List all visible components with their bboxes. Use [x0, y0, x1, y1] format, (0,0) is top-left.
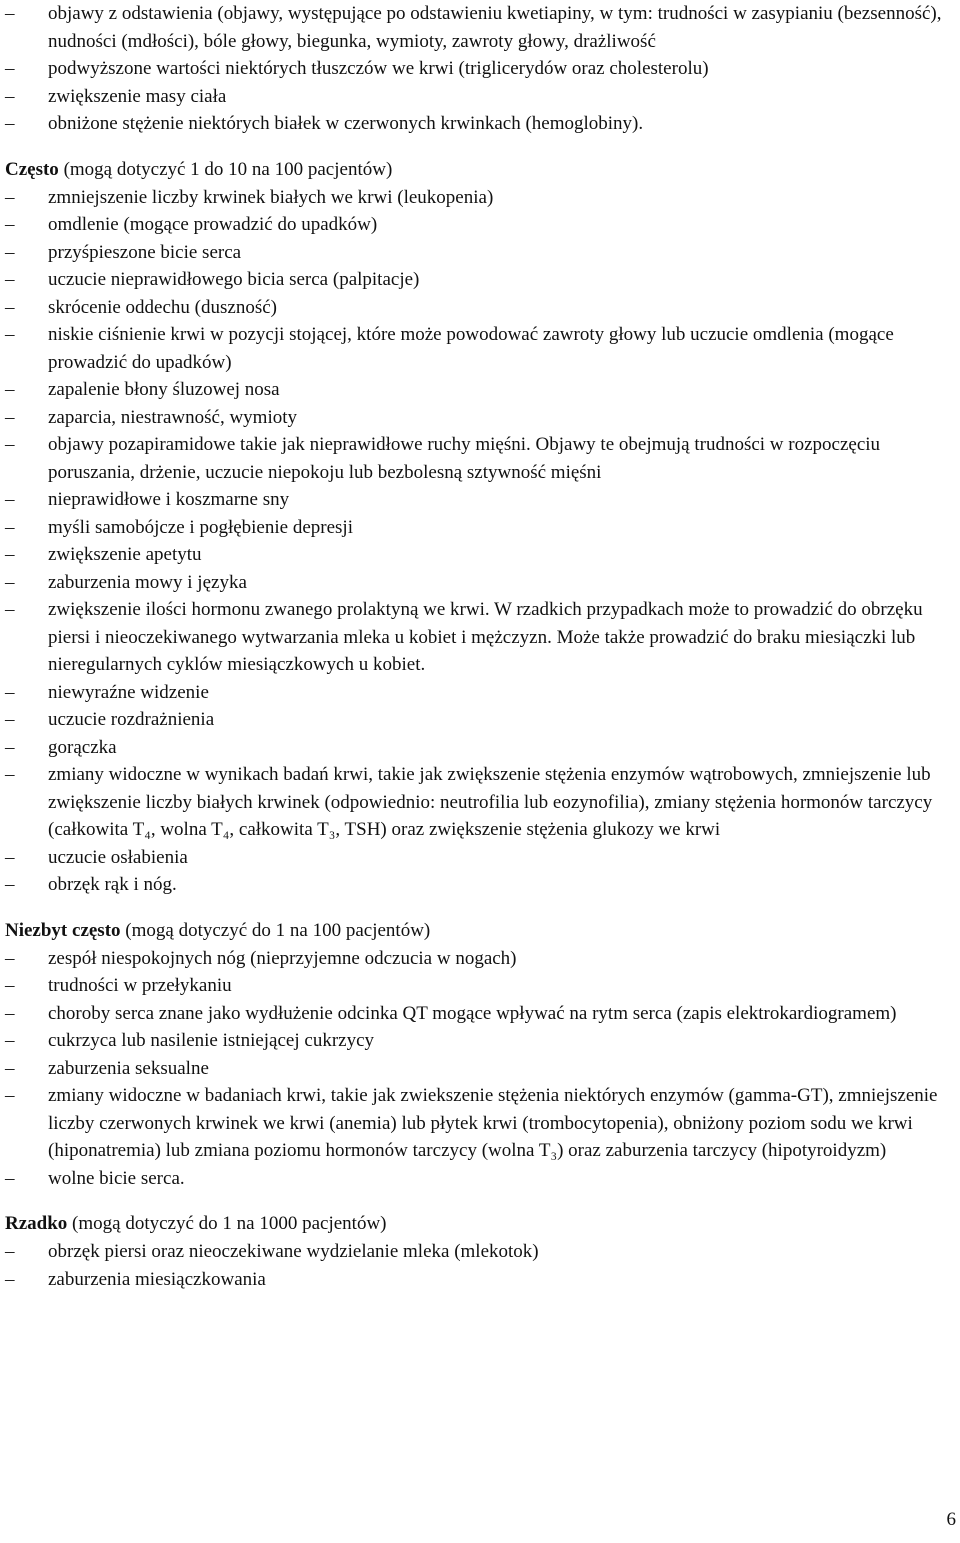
- dash-bullet: –: [5, 975, 15, 996]
- frequency-description: (mogą dotyczyć do 1 na 100 pacjentów): [120, 919, 431, 941]
- dash-bullet: –: [5, 764, 15, 785]
- dash-bullet: –: [5, 113, 15, 134]
- list-item-text: skrócenie oddechu (duszność): [48, 296, 277, 318]
- list-item-text: nieprawidłowe i koszmarne sny: [48, 489, 290, 510]
- list-item: [0, 211, 960, 239]
- dash-bullet: –: [5, 544, 15, 565]
- list-item: [0, 514, 960, 542]
- list-item: [0, 110, 960, 138]
- list-item: [0, 706, 960, 734]
- page-number: 6: [946, 1509, 956, 1530]
- list-item-text: uczucie rozdrażnienia: [48, 709, 215, 730]
- frequency-description: (mogą dotyczyć 1 do 10 na 100 pacjentów): [58, 158, 393, 180]
- dash-bullet: –: [5, 947, 15, 969]
- section-heading: [0, 917, 960, 945]
- dash-bullet: –: [5, 186, 15, 208]
- side-effects-list: [0, 184, 960, 899]
- list-item: [0, 871, 960, 899]
- dash-bullet: –: [5, 516, 15, 538]
- list-item-text: choroby serca znane jako wydłużenie odcinka QT mogące wpływać na rytm serca (zapis elektrokardiogramem): [48, 1002, 897, 1024]
- list-item: [0, 321, 960, 376]
- list-item: [0, 1000, 960, 1028]
- dash-bullet: –: [5, 269, 15, 290]
- dash-bullet: –: [5, 1030, 15, 1051]
- list-item: [0, 596, 960, 679]
- section-heading: [0, 156, 960, 184]
- dash-bullet: –: [5, 379, 15, 400]
- list-item-text: zmiany widoczne w wynikach badań krwi, takie jak zwiększenie stężenia enzymów wątrobowych, zmniejszenie lub zwiększenie liczby białych krwinek (odpowiednio: neutrofilia lub eozynofilia), zmiany stężenia hormonów tarczycy (całkowita T₄, wolna T₄, całkowita T₃, TSH) oraz zwiększenie stężenia glukozy we krwi: [48, 764, 933, 840]
- dash-bullet: –: [5, 489, 15, 510]
- dash-bullet: –: [5, 214, 15, 235]
- list-item: [0, 1165, 960, 1193]
- dash-bullet: –: [5, 296, 15, 318]
- list-item-text: gorączka: [48, 736, 117, 758]
- frequency-label: Niezbyt często: [5, 919, 121, 941]
- list-item-text: zmniejszenie liczby krwinek białych we krwi (leukopenia): [48, 186, 494, 208]
- list-item: [0, 266, 960, 294]
- dash-bullet: –: [5, 241, 15, 263]
- dash-bullet: –: [5, 1241, 15, 1262]
- dash-bullet: –: [5, 58, 15, 79]
- section-uncommon: [0, 917, 960, 1193]
- list-item-text: zaburzenia seksualne: [48, 1057, 209, 1079]
- dash-bullet: –: [5, 406, 15, 428]
- list-item-text: zwiększenie ilości hormonu zwanego prolaktyną we krwi. W rzadkich przypadkach może to prowadzić do obrzęku piersi i nieoczekiwanego wytwarzania mleka u kobiet i mężczyzn. Może także prowadzić do braku miesiączki lub nieregularnych cyklów miesiączkowych u kobiet.: [48, 599, 923, 675]
- list-item-text: wolne bicie serca.: [48, 1167, 185, 1189]
- dash-bullet: –: [5, 599, 15, 620]
- dash-bullet: –: [5, 681, 15, 703]
- list-item-text: zaburzenia miesiączkowania: [48, 1268, 266, 1290]
- list-item: [0, 569, 960, 597]
- list-item: [0, 404, 960, 432]
- list-item-text: zaburzenia mowy i języka: [48, 571, 247, 593]
- list-item-text: zaparcia, niestrawność, wymioty: [48, 406, 298, 428]
- list-item-text: podwyższone wartości niektórych tłuszczów we krwi (triglicerydów oraz cholesterolu): [48, 58, 709, 79]
- dash-bullet: –: [5, 736, 15, 758]
- dash-bullet: –: [5, 324, 15, 345]
- section-spacer: [0, 899, 960, 917]
- list-item-text: objawy z odstawienia (objawy, występujące po odstawieniu kwetiapiny, w tym: trudności w zasypianiu (bezsenność), nudności (mdłości), bóle głowy, biegunka, wymioty, zawroty głowy, drażliwość: [48, 3, 942, 52]
- section-rare: [0, 1210, 960, 1293]
- list-item-text: niskie ciśnienie krwi w pozycji stojącej, które może powodować zawroty głowy lub uczucie omdlenia (mogące prowadzić do upadków): [48, 324, 894, 373]
- list-item: [0, 239, 960, 267]
- frequency-label: Rzadko: [5, 1213, 68, 1234]
- list-item: [0, 83, 960, 111]
- dash-bullet: –: [5, 846, 15, 868]
- list-item-text: uczucie osłabienia: [48, 846, 188, 868]
- list-item-text: zwiększenie apetytu: [48, 544, 202, 565]
- list-item-text: obniżone stężenie niektórych białek w czerwonych krwinkach (hemoglobiny).: [48, 113, 644, 134]
- side-effects-list: [0, 0, 960, 138]
- list-item-text: obrzęk rąk i nóg.: [48, 874, 177, 895]
- list-item: [0, 184, 960, 212]
- side-effects-list: [0, 1238, 960, 1293]
- list-item: [0, 1082, 960, 1165]
- list-item-text: zmiany widoczne w badaniach krwi, takie jak zwiekszenie stężenia niektórych enzymów (gamma-GT), zmniejszenie liczby czerwonych krwinek we krwi (anemia) lub płytek krwi (trombocytopenia), obniżony poziom sodu we krwi (hiponatremia) lub zmiana poziomu hormonów tarczycy (wolna T₃) oraz zaburzenia tarczycy (hipotyroidyzm): [48, 1085, 938, 1161]
- list-item: [0, 844, 960, 872]
- list-item-text: niewyraźne widzenie: [48, 681, 209, 703]
- list-item-text: zapalenie błony śluzowej nosa: [48, 379, 280, 400]
- side-effects-list: [0, 945, 960, 1193]
- section-heading: [0, 1210, 960, 1238]
- section-spacer: [0, 138, 960, 156]
- list-item-text: obrzęk piersi oraz nieoczekiwane wydzielanie mleka (mlekotok): [48, 1241, 539, 1262]
- list-item: [0, 972, 960, 1000]
- dash-bullet: –: [5, 874, 15, 895]
- dash-bullet: –: [5, 85, 15, 107]
- list-item: [0, 945, 960, 973]
- dash-bullet: –: [5, 434, 15, 455]
- list-item: [0, 376, 960, 404]
- list-item-text: uczucie nieprawidłowego bicia serca (palpitacje): [48, 269, 420, 290]
- dash-bullet: –: [5, 1167, 15, 1189]
- list-item-text: przyśpieszone bicie serca: [48, 241, 242, 263]
- list-item-text: trudności w przełykaniu: [48, 975, 232, 996]
- dash-bullet: –: [5, 1002, 15, 1024]
- list-item: [0, 1238, 960, 1266]
- list-item: [0, 679, 960, 707]
- dash-bullet: –: [5, 571, 15, 593]
- frequency-label: Często: [5, 158, 59, 180]
- list-item: [0, 1055, 960, 1083]
- list-item: [0, 1266, 960, 1294]
- list-item: [0, 55, 960, 83]
- list-item: [0, 761, 960, 844]
- list-item: [0, 1027, 960, 1055]
- list-item-text: objawy pozapiramidowe takie jak nieprawidłowe ruchy mięśni. Objawy te obejmują trudności w rozpoczęciu poruszania, drżenie, uczucie niepokoju lub bezbolesną sztywność mięśni: [48, 434, 881, 483]
- list-item-text: cukrzyca lub nasilenie istniejącej cukrzycy: [48, 1030, 375, 1051]
- dash-bullet: –: [5, 709, 15, 730]
- frequency-description: (mogą dotyczyć do 1 na 1000 pacjentów): [67, 1213, 387, 1234]
- list-item-text: myśli samobójcze i pogłębienie depresji: [48, 516, 353, 538]
- section-often: [0, 156, 960, 899]
- dash-bullet: –: [5, 1057, 15, 1079]
- list-item: [0, 431, 960, 486]
- list-item-text: omdlenie (mogące prowadzić do upadków): [48, 214, 378, 235]
- section-spacer: [0, 1192, 960, 1210]
- dash-bullet: –: [5, 1268, 15, 1290]
- list-item: [0, 486, 960, 514]
- list-item: [0, 541, 960, 569]
- list-item: [0, 734, 960, 762]
- dash-bullet: –: [5, 3, 15, 24]
- list-item: [0, 294, 960, 322]
- list-item: [0, 0, 960, 55]
- list-item-text: zwiększenie masy ciała: [48, 85, 227, 107]
- section-continued: [0, 0, 960, 138]
- dash-bullet: –: [5, 1085, 15, 1106]
- list-item-text: zespół niespokojnych nóg (nieprzyjemne odczucia w nogach): [48, 947, 517, 969]
